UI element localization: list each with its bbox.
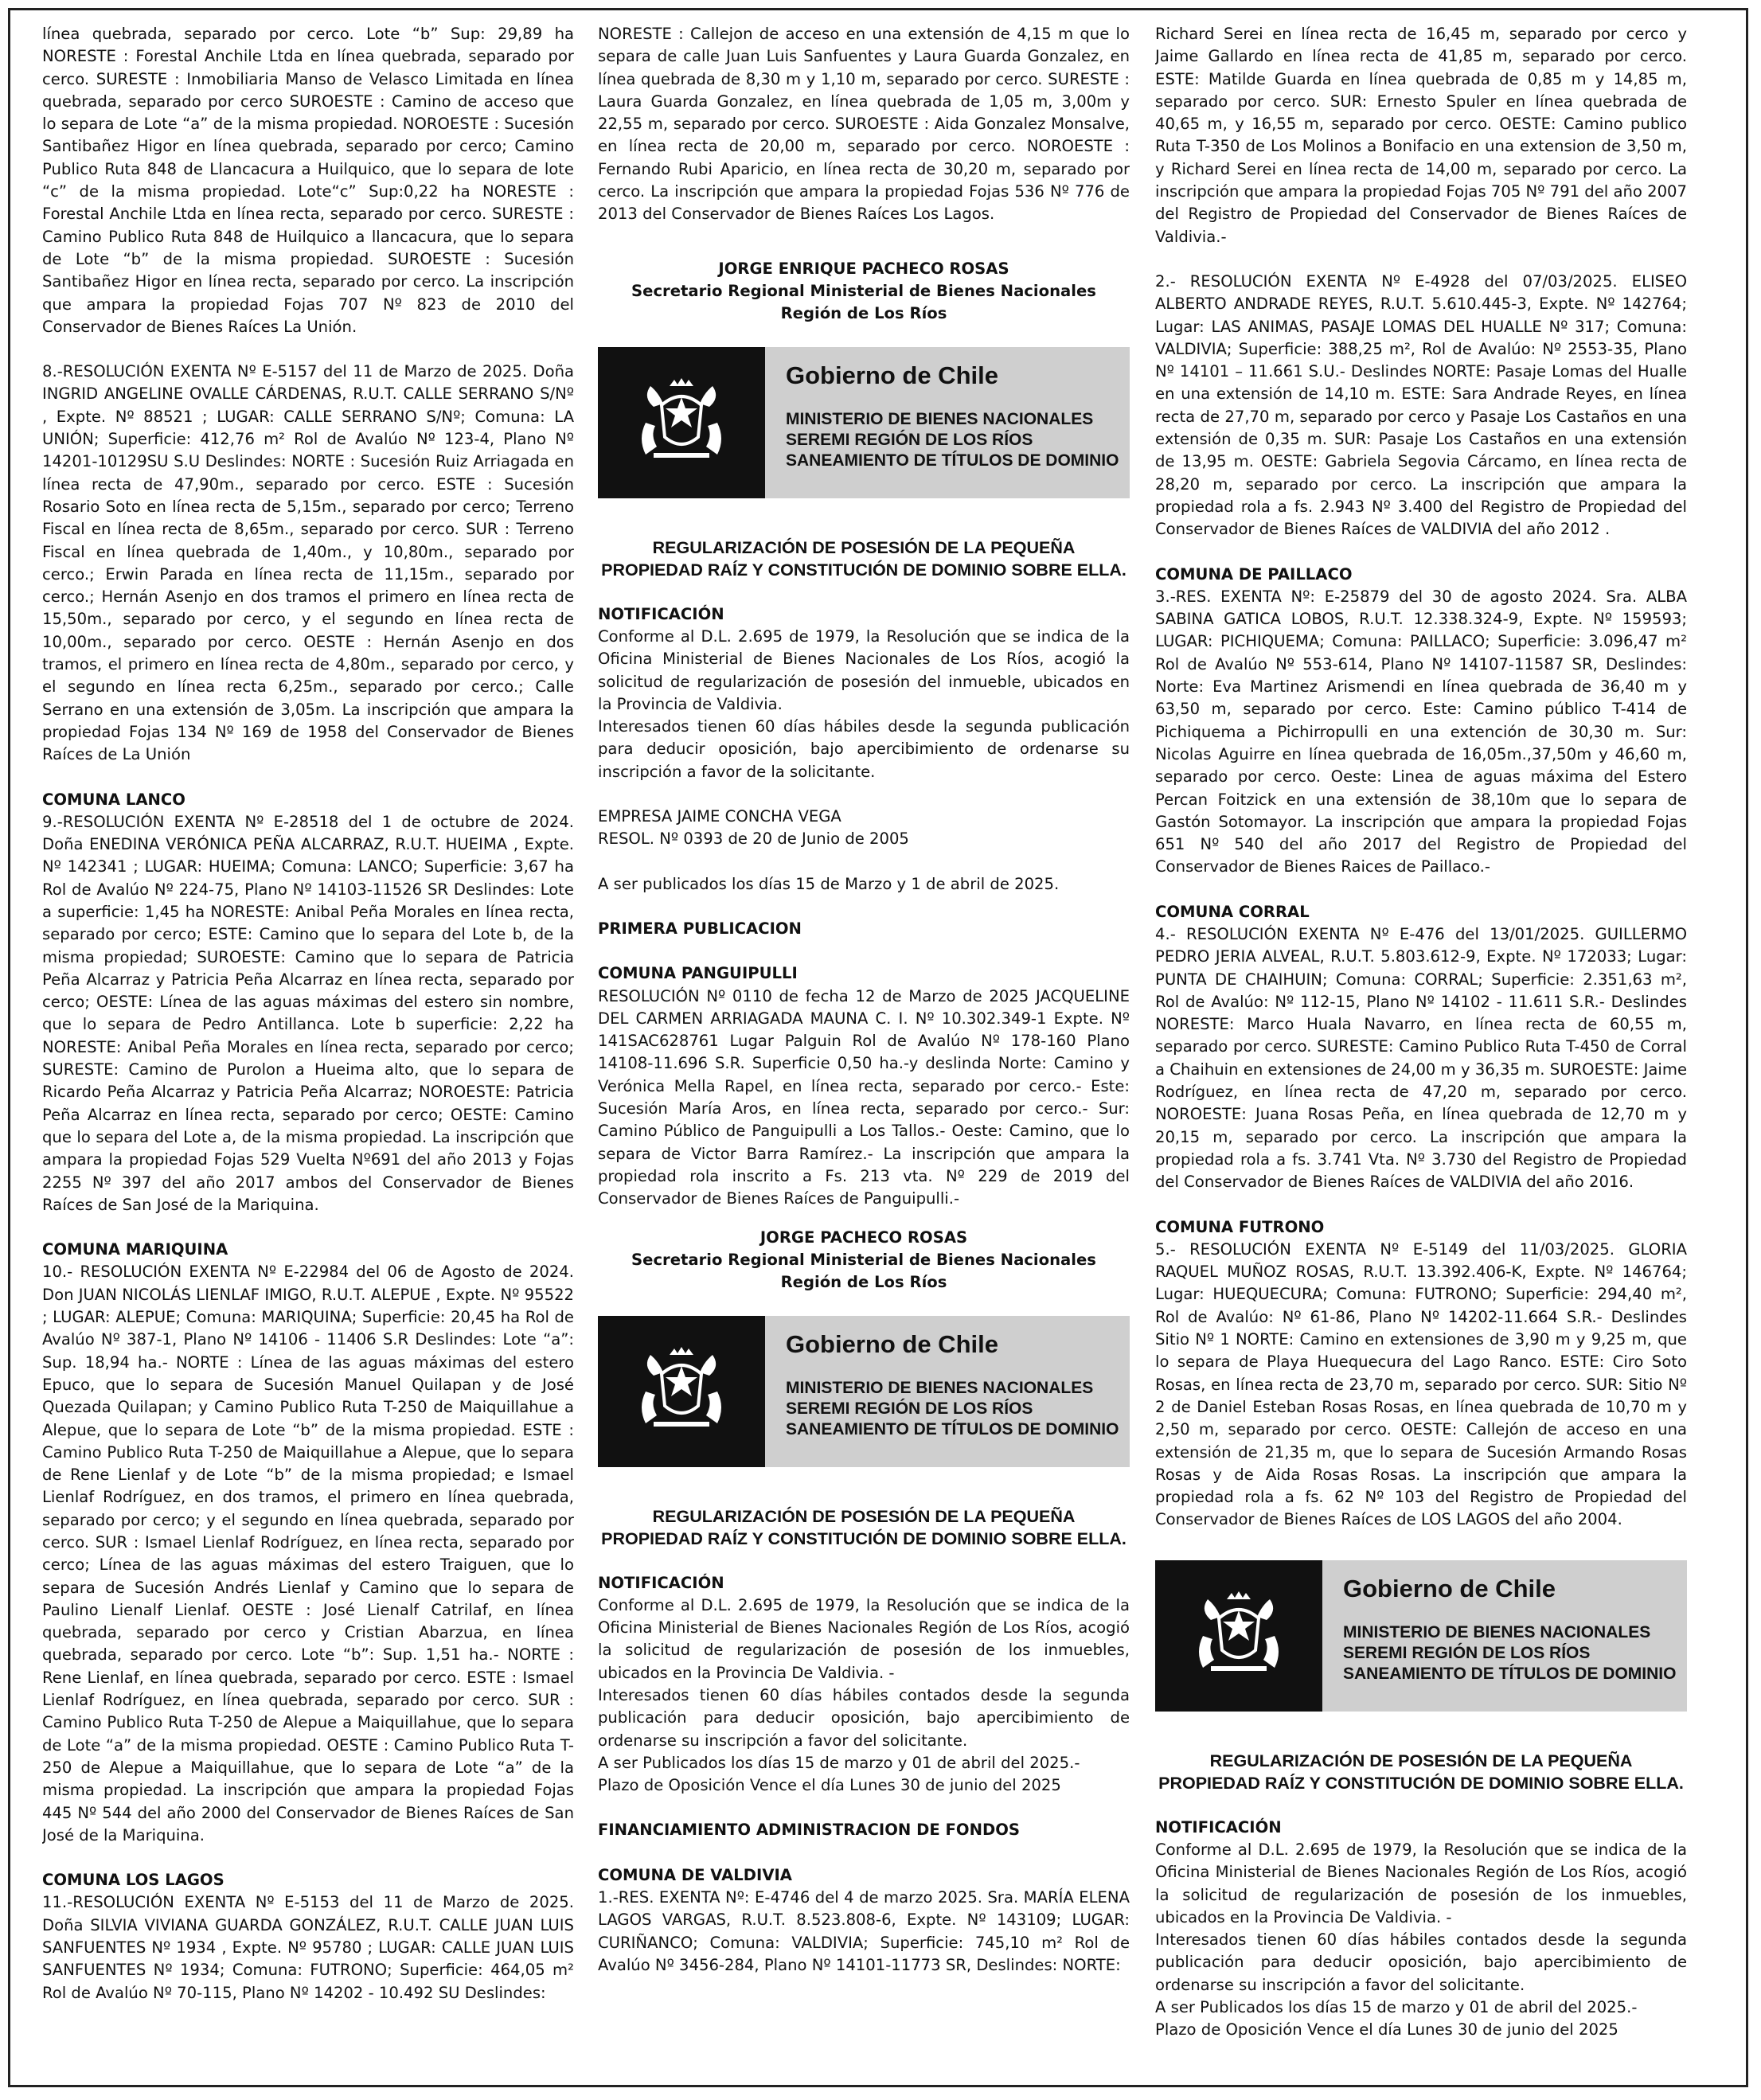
- paragraph-valdivia-2: 2.- RESOLUCIÓN EXENTA Nº E-4928 del 07/03/2025. ELISEO ALBERTO ANDRADE REYES, R.U.T. 5.610.445-3, Expte. Nº 142764; Lugar: LAS ANIMAS, PASAJE LOMAS DEL HUALLE Nº 317; Comuna: VALDIVIA; Superficie: 388,25 m², Rol de Avalúo: Nº 2553-35, Plano Nº 14101 – 11.661 S.U.- Deslindes NORTE: Pasaje Lomas del Hualle en una extensión de 14,10 m. ESTE: Sara Andrade Reyes, en línea recta de 27,70 m, separado por cerco y Pasaje Los Castaños en una extensión de 0,35 m. SUR: Pasaje Los Castaños en una extensión de 13,95 m. OESTE: Gabriela Segovia Cárcamo, en línea recta de 28,20 m, separado por cerco. La inscripción que ampara la propiedad rola a fs. 2.943 Nº 3.400 del Registro de Propiedad del Conservador de Bienes Raíces de VALDIVIA del año 2012 .: [1155, 271, 1687, 539]
- paragraph-resolution-11: 11.-RESOLUCIÓN EXENTA Nº E-5153 del 11 de Marzo de 2025. Doña SILVIA VIVIANA GUARDA GONZÁLEZ, R.U.T. CALLE JUAN LUIS SANFUENTES Nº 1934 , Expte. Nº 95780 ; LUGAR: CALLE JUAN LUIS SANFUENTES Nº 1934; Comuna: FUTRONO; Superficie: 464,05 m² Rol de Avalúo Nº 70-115, Plano Nº 14202 - 10.492 SU Deslindes:: [42, 1893, 574, 2002]
- signature-title: Secretario Regional Ministerial de Bienes Nacionales: [631, 1250, 1096, 1269]
- publication-dates: A ser Publicados los días 15 de marzo y 01 de abril del 2025.-: [598, 1753, 1080, 1772]
- paragraph-panguipulli: RESOLUCIÓN Nº 0110 de fecha 12 de Marzo de 2025 JACQUELINE DEL CARMEN ARRIAGADA MAUNA C. I. Nº 10.302.349-1 Expte. Nº 141SAC628761 Lugar Palguin Rol de Avalúo Nº 178-160 Plano 14108-11.696 S.R. Superficie 0,50 ha.-y deslinda Norte: Camino y Verónica Mella Rapel, en línea recta, separado por cerco.- Este: Sucesión María Aros, en línea recta, separado por cerco.- Sur: Camino Público de Panguipulli a Los Tallos.- Oeste: Camino, que lo separa de Victor Barra Ramírez.- La inscripción que ampara la propiedad rola inscrito a Fs. 213 vta. Nº 229 de 2019 del Conservador de Bienes Raíces de Panguipulli.-: [598, 986, 1130, 1208]
- banner-ministry: MINISTERIO DE BIENES NACIONALES: [786, 1378, 1094, 1397]
- logo-box: [598, 347, 765, 498]
- column-1: [42, 23, 574, 2075]
- chile-coat-of-arms-icon: [622, 375, 741, 470]
- opposition-deadline: Plazo de Oposición Vence el día Lunes 30 de junio del 2025: [598, 1776, 1061, 1795]
- banner-texts: [1322, 1560, 1676, 1712]
- regularizacion-line-1: REGULARIZACIÓN DE POSESIÓN DE LA PEQUEÑA: [652, 537, 1076, 557]
- paragraph-paillaco-3: 3.-RES. EXENTA Nº: E-25879 del 30 de agosto 2024. Sra. ALBA SABINA GATICA LOBOS, R.U.T. 12.338.324-9, Expte. Nº 159593; LUGAR: PICHIQUEMA; Comuna: PAILLACO; Superficie: 3.096,47 m² Rol de Avalúo Nº 553-614, Plano Nº 14107-11587 SR, Deslindes: Norte: Eva Martinez Arismendi en línea quebrada de 36,40 m y 63,50 m, separado por cerco. Este: Camino público T-414 de Pichiquema a Pichirropulli en una extención de 30,30 m. Sur: Nicolas Aguirre en línea quebrada de 16,05m.,37,50m y 46,60 m, separado por cerco. Oeste: Linea de aguas máxima del Estero Percan Foitzick en una extensión de 38,10m que lo separa de Gastón Sotomayor. La inscripción que ampara la propiedad Fojas 651 Nº 540 del año 2017 del Registro de Propiedad del Conservador de Bienes Raices de Paillaco.-: [1155, 587, 1687, 876]
- banner-seremi: SEREMI REGIÓN DE LOS RÍOS: [1343, 1643, 1591, 1662]
- notificacion-text: Conforme al D.L. 2.695 de 1979, la Resolución que se indica de la Oficina Ministerial de Bienes Nacionales Región de Los Ríos, acogió la solicitud de regularización de posesión de los inmuebles, ubicados en la Provincia De Valdivia. -: [598, 1595, 1130, 1682]
- banner-texts: [765, 347, 1119, 498]
- column-3: [1155, 23, 1687, 2075]
- signature-block-1: [598, 258, 1130, 325]
- banner-saneamiento: SANEAMIENTO DE TÍTULOS DE DOMINIO: [786, 1419, 1119, 1438]
- paragraph-corral-4: 4.- RESOLUCIÓN EXENTA Nº E-476 del 13/01/2025. GUILLERMO PEDRO JERIA ALVEAL, R.U.T. 5.803.612-9, Expte. Nº 172033; Lugar: PUNTA DE CHAIHUIN; Comuna: CORRAL; Superficie: 2.351,63 m², Rol de Avalúo: Nº 112-15, Plano Nº 14102 - 11.611 S.R.- Deslindes NORESTE: Marco Huala Navarro, en línea recta de 60,55 m, separado por cerco. SURESTE: Camino Publico Ruta T-450 de Corral a Chaihuin en extensiones de 24,00 m y 36,35 m. SUROESTE: Jaime Rodríguez, en línea recta de 47,20 m, separado por cerco. NOROESTE: Juana Rosas Peña, en línea quebrada de 12,70 m y 20,15 m, separado por cerco. La inscripción que ampara la propiedad rola a fs. 3.741 Vta. Nº 3.730 del Registro de Propiedad del Conservador de Bienes Raíces de VALDIVIA del año 2016.: [1155, 924, 1687, 1192]
- newspaper-page: [8, 8, 1748, 2087]
- heading-comuna-paillaco: COMUNA DE PAILLACO: [1155, 564, 1353, 584]
- banner-seremi: SEREMI REGIÓN DE LOS RÍOS: [786, 1399, 1033, 1418]
- paragraph-resolution-10: 10.- RESOLUCIÓN EXENTA Nº E-22984 del 06 de Agosto de 2024. Don JUAN NICOLÁS LIENLAF IMIGO, R.U.T. ALEPUE , Expte. Nº 95522 ; LUGAR: ALEPUE; Comuna: MARIQUINA; Superficie: 20,45 ha Rol de Avalúo Nº 387-1, Plano Nº 14106 - 11406 S.R Deslindes: Lote “a”: Sup. 18,94 ha.- NORTE : Línea de las aguas máximas del estero Epuco, que lo separa de Sucesión Manuel Quilapan y de José Quezada Quilapan; y Camino Publico Ruta T-250 de Maiquillahue a Alepue, que lo separa de Lote “b” de la misma propiedad. ESTE : Camino Publico Ruta T-250 de Maiquillahue a Alepue, que lo separa de Rene Lienlaf y de Lote “b” de la misma propiedad; e Ismael Lienlaf Rodríguez, en dos tramos, el primero en línea quebrada, separado por cerco; y el segundo en línea quebrada, separado por cerco. SUR : Ismael Lienlaf Rodríguez, en línea recta, separado por cerco; Línea de las aguas máximas del estero Traiguen, que lo separa de Sucesión Andrés Lienlaf y Camino que lo separa de Paulino Lienalf Lienlaf. OESTE : José Lienalf Catrilaf, en línea quebrada, separado por cerco y Cristian Abarzua, en línea quebrada, separado por cerco. Lote “b”: Sup. 1,51 ha.- NORTE : Rene Lienlaf, en línea quebrada, separado por cerco. ESTE : Ismael Lienlaf Rodríguez, en línea quebrada, separado por cerco. SUR : Camino Publico Ruta T-250 de Alepue a Maiquillahue, que lo separa de Lote “a” de la misma propiedad. OESTE : Camino Publico Ruta T-250 de Alepue a Maiquillahue, que lo separa de Lote “a” de la misma propiedad. La inscripción que ampara la propiedad Fojas 445 Nº 544 del año 2000 del Conservador de Bienes Raíces de San José de la Mariquina.: [42, 1263, 574, 1844]
- paragraph-continuation: línea quebrada, separado por cerco. Lote “b” Sup: 29,89 ha NORESTE : Forestal Anchile Ltda en línea quebrada, separado por cerco. SURESTE : Inmobiliaria Manso de Velasco Limitada en línea quebrada, separado por cerco SUROESTE : Camino de acceso que lo separa de Lote “a” de la misma propiedad. NOROESTE : Sucesión Santibañez Higor en línea quebrada, separado por cerco; Camino Publico Ruta 848 de Llancacura a Huilquico, que lo separa de lote “c” de la misma propiedad. Lote“c” Sup:0,22 ha NORESTE : Forestal Anchile Ltda en línea recta, separado por cerco. SURESTE : Camino Publico Ruta 848 de Huilquico a llancacura, que lo separa de Lote “b” de la misma propiedad. SUROESTE : Sucesión Santibañez Higor en línea recta, separado por cerco. La inscripción que ampara la propiedad Fojas 707 Nº 823 de 2010 del Conservador de Bienes Raíces La Unión.: [42, 25, 574, 336]
- notificacion-heading: NOTIFICACIÓN: [598, 604, 724, 623]
- opposition-deadline: Plazo de Oposición Vence el día Lunes 30 de junio del 2025: [1155, 2020, 1618, 2039]
- paragraph-resolution-8: 8.-RESOLUCIÓN EXENTA Nº E-5157 del 11 de Marzo de 2025. Doña INGRID ANGELINE OVALLE CÁRDENAS, R.U.T. CALLE SERRANO S/Nº , Expte. Nº 88521 ; LUGAR: CALLE SERRANO S/Nº; Comuna: LA UNIÓN; Superficie: 412,76 m² Rol de Avalúo Nº 123-4, Plano Nº 14201-10129SU S.U Deslindes: NORTE : Sucesión Ruiz Arriagada en línea recta de 47,90m., separado por cerco. ESTE : Sucesión Rosario Soto en línea recta de 5,15m., separado por cerco; Terreno Fiscal en línea recta de 8,65m., separado por cerco. SUR : Terreno Fiscal en línea quebrada de 1,40m., y 10,80m., separado por cerco.; Erwin Parada en línea recta de 11,15m., separado por cerco.; Hernán Asenjo en dos tramos el primero en línea recta de 15,50m., separado por cerco, y el segundo en línea recta de 10,00m., separado por cerco. OESTE : Hernán Asenjo en dos tramos, el primero en línea recta de 4,80m., separado por cerco, y el segundo en línea recta 6,25m., separado por cerco.; Calle Serrano en una extensión de 3,05m. La inscripción que ampara la propiedad Fojas 134 Nº 169 de 1958 del Conservador de Bienes Raíces de La Unión: [42, 362, 574, 764]
- signature-name: JORGE ENRIQUE PACHECO ROSAS: [718, 259, 1009, 278]
- chile-coat-of-arms-icon: [622, 1344, 741, 1439]
- notificacion-plazo: Interesados tienen 60 días hábiles contados desde la segunda publicación para deducir oposición, bajo apercibimiento de ordenarse su inscripción a favor del solicitante.: [1155, 1930, 1687, 1994]
- banner-ministry: MINISTERIO DE BIENES NACIONALES: [786, 409, 1094, 428]
- heading-comuna-futrono: COMUNA FUTRONO: [1155, 1217, 1325, 1236]
- banner-saneamiento: SANEAMIENTO DE TÍTULOS DE DOMINIO: [1343, 1664, 1677, 1683]
- signature-title: Secretario Regional Ministerial de Bienes Nacionales: [631, 281, 1096, 300]
- government-banner: [1155, 1560, 1687, 1712]
- banner-title: Gobierno de Chile: [1343, 1574, 1556, 1602]
- notificacion-text: Conforme al D.L. 2.695 de 1979, la Resolución que se indica de la Oficina Ministerial de Bienes Nacionales Región de Los Ríos, acogió la solicitud de regularización de posesión de los inmuebles, ubicados en la Provincia De Valdivia. -: [1155, 1840, 1687, 1926]
- banner-title: Gobierno de Chile: [786, 1329, 998, 1358]
- financiamiento-heading: FINANCIAMIENTO ADMINISTRACION DE FONDOS: [598, 1821, 1021, 1840]
- heading-comuna-mariquina: COMUNA MARIQUINA: [42, 1240, 228, 1259]
- primera-publicacion: PRIMERA PUBLICACION: [598, 919, 802, 938]
- banner-saneamiento: SANEAMIENTO DE TÍTULOS DE DOMINIO: [786, 451, 1119, 470]
- paragraph-continuation: NORESTE : Callejon de acceso en una extensión de 4,15 m que lo separa de calle Juan Luis Sanfuentes y Laura Guarda Gonzalez, en línea quebrada de 8,30 m y 1,10 m, separado por cerco. SURESTE : Laura Guarda Gonzalez, en línea quebrada de 1,05 m, 3,00m y 22,55 m, separado por cerco. SUROESTE : Aida Gonzalez Monsalve, en línea recta de 20,00 m, separado por cerco. NOROESTE : Fernando Rubi Aparicio, en línea recta de 30,20 m, separado por cerco. La inscripción que ampara la propiedad Fojas 536 Nº 776 de 2013 del Conservador de Bienes Raíces Los Lagos.: [598, 25, 1130, 224]
- regularizacion-line-1: REGULARIZACIÓN DE POSESIÓN DE LA PEQUEÑA: [652, 1506, 1076, 1526]
- notificacion-heading: NOTIFICACIÓN: [598, 1573, 724, 1592]
- regularizacion-heading-2: [598, 1505, 1130, 1550]
- paragraph-resolution-9: 9.-RESOLUCIÓN EXENTA Nº E-28518 del 1 de octubre de 2024. Doña ENEDINA VERÓNICA PEÑA ALCARRAZ, R.U.T. HUEIMA , Expte. Nº 142341 ; LUGAR: HUEIMA; Comuna: LANCO; Superficie: 3,67 ha Rol de Avalúo Nº 224-75, Plano Nº 14103-11526 SR Deslindes: Lote a superficie: 1,45 ha NORESTE: Anibal Peña Morales en línea recta, separado por cerco; ESTE: Camino que lo separa del Lote b, de la misma propiedad; SUROESTE: Camino que lo separa de Patricia Peña Alcarraz y Patricia Peña Alcarraz en línea recta, separado por cerco; OESTE: Línea de las aguas máximas del estero sin nombre, que lo separa de Pedro Antillanca. Lote b superficie: 2,22 ha NORESTE: Anibal Peña Morales en línea recta, separado por cerco; SURESTE: Camino de Purolon a Hueima alto, que lo separa de Ricardo Peña Alcarraz y Patricia Peña Alcarraz; NOROESTE: Patricia Peña Alcarraz en línea recta, separado por cerco; OESTE: Camino que lo separa del Lote a, de la misma propiedad. La inscripción que ampara la propiedad Fojas 529 Vuelta Nº691 del año 2013 y Fojas 2255 Nº 397 del año 2017 ambos del Conservador de Bienes Raíces de San José de la Mariquina.: [42, 812, 574, 1214]
- banner-ministry: MINISTERIO DE BIENES NACIONALES: [1343, 1622, 1651, 1641]
- empresa-resolucion: RESOL. Nº 0393 de 20 de Junio de 2005: [598, 829, 909, 849]
- regularizacion-heading-3: [1155, 1750, 1687, 1794]
- banner-title: Gobierno de Chile: [786, 361, 998, 389]
- heading-comuna-lanco: COMUNA LANCO: [42, 790, 185, 809]
- regularizacion-line-2: PROPIEDAD RAÍZ Y CONSTITUCIÓN DE DOMINIO SOBRE ELLA.: [1158, 1773, 1684, 1793]
- notificacion-plazo: Interesados tienen 60 días hábiles desde la segunda publicación para deducir oposición, bajo apercibimiento de ordenarse su inscripción a favor de la solicitante.: [598, 717, 1130, 781]
- heading-comuna-panguipulli: COMUNA PANGUIPULLI: [598, 964, 798, 983]
- regularizacion-line-2: PROPIEDAD RAÍZ Y CONSTITUCIÓN DE DOMINIO SOBRE ELLA.: [601, 1528, 1126, 1548]
- banner-texts: [765, 1316, 1119, 1467]
- signature-block-2: [598, 1227, 1130, 1294]
- notificacion-text: Conforme al D.L. 2.695 de 1979, la Resolución que se indica de la Oficina Ministerial de Bienes Nacionales de Los Ríos, acogió la solicitud de regularización de posesión del inmueble, ubicados en la Provincia de Valdivia.: [598, 626, 1130, 713]
- heading-comuna-los-lagos: COMUNA LOS LAGOS: [42, 1871, 225, 1890]
- signature-region: Región de Los Ríos: [780, 1272, 947, 1291]
- publication-dates: A ser Publicados los días 15 de marzo y 01 de abril del 2025.-: [1155, 1998, 1638, 2017]
- heading-comuna-corral: COMUNA CORRAL: [1155, 902, 1310, 921]
- paragraph-futrono-5: 5.- RESOLUCIÓN EXENTA Nº E-5149 del 11/03/2025. GLORIA RAQUEL MUÑOZ ROSAS, R.U.T. 13.392.406-K, Expte. Nº 146764; Lugar: HUEQUECURA; Comuna: FUTRONO; Superficie: 294,40 m², Rol de Avalúo: Nº 61-86, Plano Nº 14202-11.664 S.R.- Deslindes Sitio Nº 1 NORTE: Camino en extensiones de 3,90 m y 9,25 m, que lo separa de Playa Huequecura del Lago Ranco. ESTE: Ciro Soto Rosas, en línea recta de 23,70 m, separado por cerco. SUR: Sitio Nº 2 de Daniel Esteban Rosas Rosas, en línea quebrada de 10,70 m y 2,50 m, separado por cerco. OESTE: Callejón de acceso en una extensión de 21,35 m, que lo separa de Sucesión Armando Rosas Rosas y de Aida Rosas Rosas. La inscripción que ampara la propiedad rola a fs. 62 Nº 103 del Registro de Propiedad del Conservador de Bienes Raíces de LOS LAGOS del año 2004.: [1155, 1239, 1687, 1529]
- signature-region: Región de Los Ríos: [780, 303, 947, 322]
- government-banner: [598, 347, 1130, 498]
- logo-box: [1155, 1560, 1322, 1712]
- government-banner: [598, 1316, 1130, 1467]
- banner-seremi: SEREMI REGIÓN DE LOS RÍOS: [786, 430, 1033, 449]
- notificacion-plazo: Interesados tienen 60 días hábiles contados desde la segunda publicación para deducir oposición, bajo apercibimiento de ordenarse su inscripción a favor del solicitante.: [598, 1685, 1130, 1750]
- regularizacion-line-2: PROPIEDAD RAÍZ Y CONSTITUCIÓN DE DOMINIO SOBRE ELLA.: [601, 560, 1126, 580]
- column-2: [598, 23, 1130, 2075]
- chile-coat-of-arms-icon: [1179, 1588, 1298, 1684]
- paragraph-valdivia-1: 1.-RES. EXENTA Nº: E-4746 del 4 de marzo 2025. Sra. MARÍA ELENA LAGOS VARGAS, R.U.T. 8.523.808-6, Expte. Nº 143109; LUGAR: CURIÑANCO; Comuna: VALDIVIA; Superficie: 745,10 m² Rol de Avalúo Nº 3456-284, Plano Nº 14101-11773 SR, Deslindes: NORTE:: [598, 1888, 1130, 1974]
- regularizacion-line-1: REGULARIZACIÓN DE POSESIÓN DE LA PEQUEÑA: [1209, 1751, 1633, 1770]
- publication-dates: A ser publicados los días 15 de Marzo y 1 de abril de 2025.: [598, 874, 1060, 893]
- signature-name: JORGE PACHECO ROSAS: [759, 1228, 968, 1247]
- paragraph-continuation: Richard Serei en línea recta de 16,45 m, separado por cerco y Jaime Gallardo en línea recta de 41,85 m, separado por cerco. ESTE: Matilde Guarda en línea quebrada de 0,85 m y 14,85 m, separado por cerco. SUR: Ernesto Spuler en línea quebrada de 40,65 m, y 16,55 m, separado por cerco. OESTE: Camino publico Ruta T-350 de Los Molinos a Bonifacio en una extension de 3,50 m, y Richard Serei en línea recta de 14,00 m, separado por cerco. La inscripción que ampara la propiedad Fojas 705 Nº 791 del año 2007 del Registro de Propiedad del Conservador de Bienes Raíces de Valdivia.-: [1155, 25, 1687, 246]
- notificacion-heading: NOTIFICACIÓN: [1155, 1817, 1282, 1837]
- logo-box: [598, 1316, 765, 1467]
- heading-comuna-valdivia: COMUNA DE VALDIVIA: [598, 1865, 792, 1884]
- empresa-name: EMPRESA JAIME CONCHA VEGA: [598, 807, 841, 826]
- regularizacion-heading-1: [598, 537, 1130, 581]
